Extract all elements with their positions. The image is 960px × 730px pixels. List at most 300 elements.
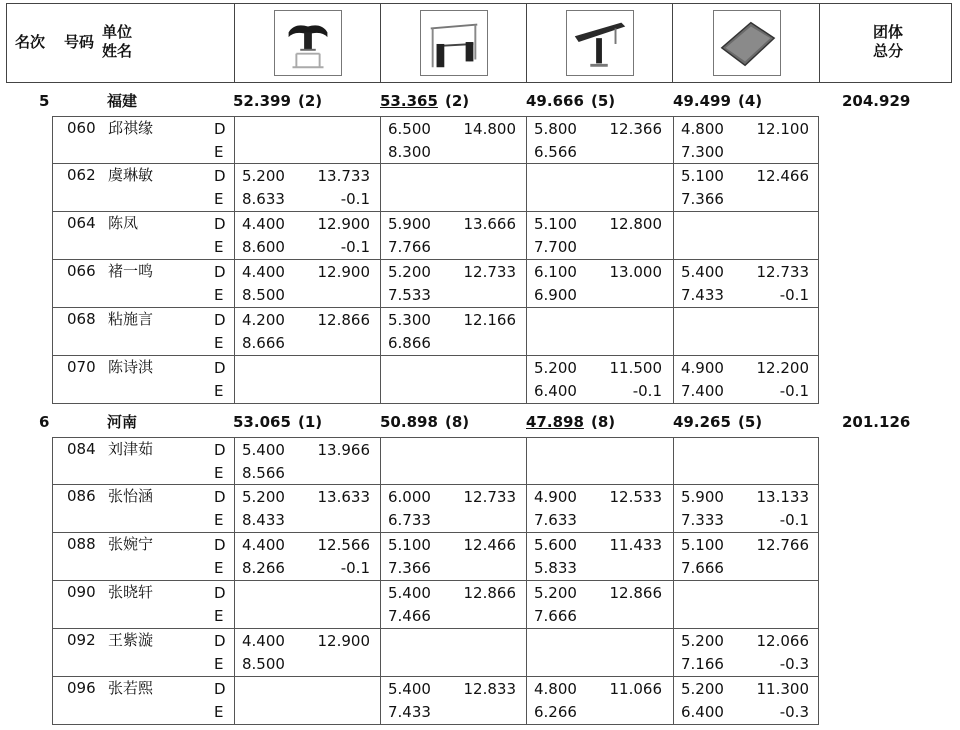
e-label: E: [214, 559, 224, 577]
penalty: [294, 140, 370, 164]
penalty: -0.1: [632, 382, 662, 400]
e-score: 8.566: [242, 464, 285, 482]
team-score-value: 53.065: [233, 413, 291, 431]
column-divider: [673, 260, 674, 307]
d-label: D: [214, 263, 226, 281]
d-label: D: [214, 167, 226, 185]
apparatus-total: 12.066: [756, 632, 809, 650]
athlete-number: 066: [67, 262, 96, 280]
unit-header: 单位: [102, 23, 133, 41]
apparatus-total: 12.566: [317, 536, 370, 554]
column-divider: [673, 212, 674, 259]
penalty: [294, 652, 370, 676]
d-label: D: [214, 632, 226, 650]
column-divider: [380, 533, 381, 580]
d-score: 5.100: [681, 536, 724, 554]
column-divider: [234, 438, 235, 484]
team-score-value: 49.666: [526, 92, 584, 110]
d-label: D: [214, 441, 226, 459]
athlete-row: [52, 260, 819, 308]
athlete-number: 068: [67, 310, 96, 328]
d-score: 4.900: [681, 359, 724, 377]
penalty: [440, 461, 516, 485]
e-score: 6.566: [534, 143, 577, 161]
athlete-name: 褚一鸣: [108, 262, 154, 280]
athlete-number: 092: [67, 631, 96, 649]
apparatus-total: [294, 117, 370, 141]
team-unit: 河南: [107, 413, 138, 431]
column-divider: [380, 212, 381, 259]
e-score: 7.766: [388, 238, 431, 256]
athlete-number: 060: [67, 119, 96, 137]
column-divider: [526, 117, 527, 163]
apparatus-total: 14.800: [463, 120, 516, 138]
e-score: 7.466: [388, 607, 431, 625]
athlete-number: 084: [67, 440, 96, 458]
team-score-place: (5): [591, 92, 616, 110]
apparatus-total: 12.866: [463, 584, 516, 602]
e-score: 8.433: [242, 511, 285, 529]
vault-icon: [274, 10, 342, 76]
column-divider: [526, 677, 527, 724]
penalty: [294, 508, 370, 532]
penalty: [440, 235, 516, 259]
athlete-row: [52, 437, 819, 485]
uneven-bars-icon: [420, 10, 488, 76]
penalty: [733, 556, 809, 580]
penalty: [440, 283, 516, 307]
team-total-score: 201.126: [842, 413, 911, 431]
team-score-place: (8): [445, 413, 470, 431]
d-score: 5.200: [681, 680, 724, 698]
e-score: 6.900: [534, 286, 577, 304]
balance-beam-icon: [566, 10, 634, 76]
athlete-number: 062: [67, 166, 96, 184]
e-score: 5.833: [534, 559, 577, 577]
d-score: 5.400: [388, 680, 431, 698]
penalty: [440, 700, 516, 724]
column-divider: [526, 164, 527, 211]
apparatus-total: [586, 308, 662, 332]
team-score-place: (2): [445, 92, 470, 110]
d-score: 5.100: [534, 215, 577, 233]
penalty: [733, 140, 809, 164]
d-score: 5.200: [242, 167, 285, 185]
column-divider: [526, 308, 527, 355]
athlete-row: [52, 164, 819, 212]
e-label: E: [214, 464, 224, 482]
penalty: -0.1: [779, 511, 809, 529]
athlete-name: 张晓轩: [108, 583, 154, 601]
d-score: 4.800: [681, 120, 724, 138]
e-score: 6.266: [534, 703, 577, 721]
penalty: [294, 379, 370, 403]
apparatus-total: [294, 356, 370, 380]
apparatus-total: 12.900: [317, 215, 370, 233]
team-total-header-line2: 总分: [873, 42, 904, 60]
e-score: 8.266: [242, 559, 285, 577]
penalty: -0.3: [779, 703, 809, 721]
column-divider: [673, 164, 674, 211]
d-score: 5.200: [681, 632, 724, 650]
e-score: 7.400: [681, 382, 724, 400]
athlete-row: [52, 212, 819, 260]
column-divider: [673, 677, 674, 724]
column-divider: [526, 581, 527, 628]
athlete-row: [52, 533, 819, 581]
team-total-score: 204.929: [842, 92, 911, 110]
e-score: 7.300: [681, 143, 724, 161]
team-score-place: (8): [591, 413, 616, 431]
column-divider: [380, 117, 381, 163]
athlete-number: 086: [67, 487, 96, 505]
penalty: [733, 187, 809, 211]
penalty: -0.1: [340, 190, 370, 208]
apparatus-total: [440, 164, 516, 188]
e-score: 7.433: [388, 703, 431, 721]
d-score: 5.200: [242, 488, 285, 506]
team-score-value: 52.399: [233, 92, 291, 110]
column-divider: [673, 533, 674, 580]
athlete-row: [52, 485, 819, 533]
column-divider: [526, 260, 527, 307]
team-score-value: 49.265: [673, 413, 731, 431]
apparatus-total: [733, 581, 809, 605]
athlete-number: 070: [67, 358, 96, 376]
column-divider: [234, 212, 235, 259]
d-score: 5.400: [242, 441, 285, 459]
team-score-place: (1): [298, 413, 323, 431]
d-label: D: [214, 536, 226, 554]
team-rank: 6: [39, 413, 50, 431]
apparatus-total: 13.666: [463, 215, 516, 233]
d-score: 5.900: [681, 488, 724, 506]
column-divider: [234, 581, 235, 628]
team-score-value: 49.499: [673, 92, 731, 110]
penalty: [440, 652, 516, 676]
e-score: 7.533: [388, 286, 431, 304]
e-score: 7.366: [681, 190, 724, 208]
column-divider: [673, 438, 674, 484]
apparatus-total: 12.866: [317, 311, 370, 329]
apparatus-total: 12.166: [463, 311, 516, 329]
d-score: 5.900: [388, 215, 431, 233]
penalty: [586, 331, 662, 355]
d-score: 4.400: [242, 536, 285, 554]
apparatus-total: 12.900: [317, 632, 370, 650]
e-score: 8.500: [242, 655, 285, 673]
d-score: 4.200: [242, 311, 285, 329]
column-divider: [234, 629, 235, 676]
e-score: 8.633: [242, 190, 285, 208]
apparatus-total: 11.433: [609, 536, 662, 554]
column-divider: [234, 356, 235, 403]
e-score: 6.733: [388, 511, 431, 529]
e-label: E: [214, 703, 224, 721]
penalty: -0.1: [340, 238, 370, 256]
d-score: 4.900: [534, 488, 577, 506]
penalty: [586, 556, 662, 580]
penalty: [733, 461, 809, 485]
results-header: [6, 3, 952, 83]
e-score: 7.666: [681, 559, 724, 577]
column-divider: [526, 533, 527, 580]
athlete-name: 王紫漩: [108, 631, 154, 649]
athlete-name: 张怡涵: [108, 487, 154, 505]
team-rank: 5: [39, 92, 50, 110]
penalty: [586, 700, 662, 724]
rank-header: 名次: [15, 33, 46, 51]
penalty: [586, 508, 662, 532]
column-divider: [673, 629, 674, 676]
e-label: E: [214, 607, 224, 625]
column-divider: [673, 117, 674, 163]
d-score: 5.300: [388, 311, 431, 329]
team-score-place: (2): [298, 92, 323, 110]
penalty: [294, 331, 370, 355]
d-score: 5.200: [534, 584, 577, 602]
apparatus-total: 11.066: [609, 680, 662, 698]
e-score: 6.400: [681, 703, 724, 721]
column-divider: [673, 356, 674, 403]
column-divider: [234, 308, 235, 355]
apparatus-total: [586, 629, 662, 653]
d-score: 4.800: [534, 680, 577, 698]
e-label: E: [214, 190, 224, 208]
floor-icon: [713, 10, 781, 76]
d-label: D: [214, 215, 226, 233]
d-score: 5.400: [681, 263, 724, 281]
e-score: 8.666: [242, 334, 285, 352]
d-score: 5.200: [388, 263, 431, 281]
name-header: 姓名: [102, 42, 133, 60]
apparatus-total: 11.500: [609, 359, 662, 377]
penalty: [586, 235, 662, 259]
e-score: 7.333: [681, 511, 724, 529]
penalty: [733, 331, 809, 355]
penalty: [586, 140, 662, 164]
team-row: [0, 91, 960, 111]
column-divider: [380, 677, 381, 724]
d-score: 6.500: [388, 120, 431, 138]
column-divider: [234, 485, 235, 532]
e-score: 7.433: [681, 286, 724, 304]
e-score: 7.166: [681, 655, 724, 673]
d-score: 4.400: [242, 215, 285, 233]
d-score: 6.100: [534, 263, 577, 281]
column-divider: [380, 485, 381, 532]
penalty: [586, 283, 662, 307]
e-label: E: [214, 382, 224, 400]
e-label: E: [214, 655, 224, 673]
apparatus-total: [440, 438, 516, 462]
column-divider: [380, 356, 381, 403]
athlete-row: [52, 581, 819, 629]
e-score: 8.300: [388, 143, 431, 161]
penalty: [440, 604, 516, 628]
apparatus-total: 13.966: [317, 441, 370, 459]
apparatus-total: 12.900: [317, 263, 370, 281]
athlete-name: 虞琳敏: [108, 166, 154, 184]
apparatus-total: 12.466: [756, 167, 809, 185]
penalty: -0.1: [340, 559, 370, 577]
penalty: [440, 379, 516, 403]
apparatus-total: [586, 438, 662, 462]
column-divider: [673, 308, 674, 355]
e-score: 7.666: [534, 607, 577, 625]
column-divider: [380, 581, 381, 628]
athlete-name: 张婉宁: [108, 535, 154, 553]
d-label: D: [214, 311, 226, 329]
e-score: 7.700: [534, 238, 577, 256]
apparatus-total: 12.733: [463, 488, 516, 506]
e-score: 6.866: [388, 334, 431, 352]
apparatus-total: [586, 164, 662, 188]
apparatus-total: 12.100: [756, 120, 809, 138]
d-score: 6.000: [388, 488, 431, 506]
e-score: 7.366: [388, 559, 431, 577]
apparatus-total: 13.733: [317, 167, 370, 185]
d-score: 5.800: [534, 120, 577, 138]
athlete-row: [52, 116, 819, 164]
athlete-name: 粘施言: [108, 310, 154, 328]
athlete-number: 090: [67, 583, 96, 601]
penalty: -0.1: [779, 382, 809, 400]
team-score-place: (5): [738, 413, 763, 431]
column-divider: [380, 308, 381, 355]
athlete-row: [52, 308, 819, 356]
penalty: [440, 331, 516, 355]
d-score: 5.100: [388, 536, 431, 554]
column-divider: [526, 438, 527, 484]
penalty: [586, 187, 662, 211]
column-divider: [234, 164, 235, 211]
team-total-header-line1: 团体: [873, 23, 904, 41]
penalty: [294, 283, 370, 307]
apparatus-total: 13.000: [609, 263, 662, 281]
e-label: E: [214, 511, 224, 529]
team-row: [0, 412, 960, 432]
apparatus-total: 13.133: [756, 488, 809, 506]
column-divider: [526, 485, 527, 532]
apparatus-total: 12.366: [609, 120, 662, 138]
apparatus-total: [440, 356, 516, 380]
penalty: [440, 140, 516, 164]
column-divider: [380, 164, 381, 211]
apparatus-total: 12.466: [463, 536, 516, 554]
column-divider: [234, 117, 235, 163]
team-unit: 福建: [107, 92, 138, 110]
athlete-block: [52, 116, 819, 404]
apparatus-total: [733, 438, 809, 462]
penalty: [733, 235, 809, 259]
d-score: 4.400: [242, 263, 285, 281]
apparatus-total: 12.200: [756, 359, 809, 377]
d-label: D: [214, 120, 226, 138]
athlete-number: 096: [67, 679, 96, 697]
e-score: 7.633: [534, 511, 577, 529]
apparatus-total: [733, 212, 809, 236]
e-score: 8.600: [242, 238, 285, 256]
e-label: E: [214, 334, 224, 352]
column-divider: [673, 485, 674, 532]
penalty: [586, 461, 662, 485]
penalty: [733, 604, 809, 628]
number-header: 号码: [64, 33, 95, 51]
team-score-value: 47.898: [526, 413, 584, 431]
athlete-block: [52, 437, 819, 725]
column-divider: [380, 260, 381, 307]
e-label: E: [214, 286, 224, 304]
e-label: E: [214, 238, 224, 256]
column-divider: [234, 677, 235, 724]
athlete-row: [52, 356, 819, 404]
e-score: 8.500: [242, 286, 285, 304]
d-label: D: [214, 359, 226, 377]
column-divider: [526, 629, 527, 676]
d-label: D: [214, 584, 226, 602]
column-divider: [526, 356, 527, 403]
column-divider: [673, 581, 674, 628]
apparatus-total: 12.733: [463, 263, 516, 281]
apparatus-total: [294, 677, 370, 701]
athlete-number: 064: [67, 214, 96, 232]
apparatus-total: 12.833: [463, 680, 516, 698]
d-score: 5.100: [681, 167, 724, 185]
team-score-value: 50.898: [380, 413, 438, 431]
penalty: -0.1: [779, 286, 809, 304]
d-score: 5.200: [534, 359, 577, 377]
apparatus-total: 12.866: [609, 584, 662, 602]
column-divider: [234, 260, 235, 307]
athlete-number: 088: [67, 535, 96, 553]
penalty: [294, 700, 370, 724]
d-label: D: [214, 680, 226, 698]
penalty: [440, 508, 516, 532]
column-divider: [380, 629, 381, 676]
team-score-place: (4): [738, 92, 763, 110]
apparatus-total: [294, 581, 370, 605]
d-score: 4.400: [242, 632, 285, 650]
penalty: [586, 652, 662, 676]
column-divider: [526, 212, 527, 259]
apparatus-total: 12.766: [756, 536, 809, 554]
e-label: E: [214, 143, 224, 161]
d-label: D: [214, 488, 226, 506]
column-divider: [234, 533, 235, 580]
apparatus-total: 12.733: [756, 263, 809, 281]
athlete-row: [52, 629, 819, 677]
apparatus-total: [440, 629, 516, 653]
d-score: 5.400: [388, 584, 431, 602]
team-score-value: 53.365: [380, 92, 438, 110]
penalty: [294, 461, 370, 485]
athlete-row: [52, 677, 819, 725]
apparatus-total: 11.300: [756, 680, 809, 698]
athlete-name: 邱祺缘: [108, 119, 154, 137]
apparatus-total: 12.533: [609, 488, 662, 506]
athlete-name: 刘津茹: [108, 440, 154, 458]
athlete-name: 张若熙: [108, 679, 154, 697]
athlete-name: 陈诗淇: [108, 358, 154, 376]
d-score: 5.600: [534, 536, 577, 554]
apparatus-total: 13.633: [317, 488, 370, 506]
penalty: [440, 556, 516, 580]
penalty: [440, 187, 516, 211]
penalty: [294, 604, 370, 628]
athlete-name: 陈凤: [108, 214, 139, 232]
penalty: -0.3: [779, 655, 809, 673]
